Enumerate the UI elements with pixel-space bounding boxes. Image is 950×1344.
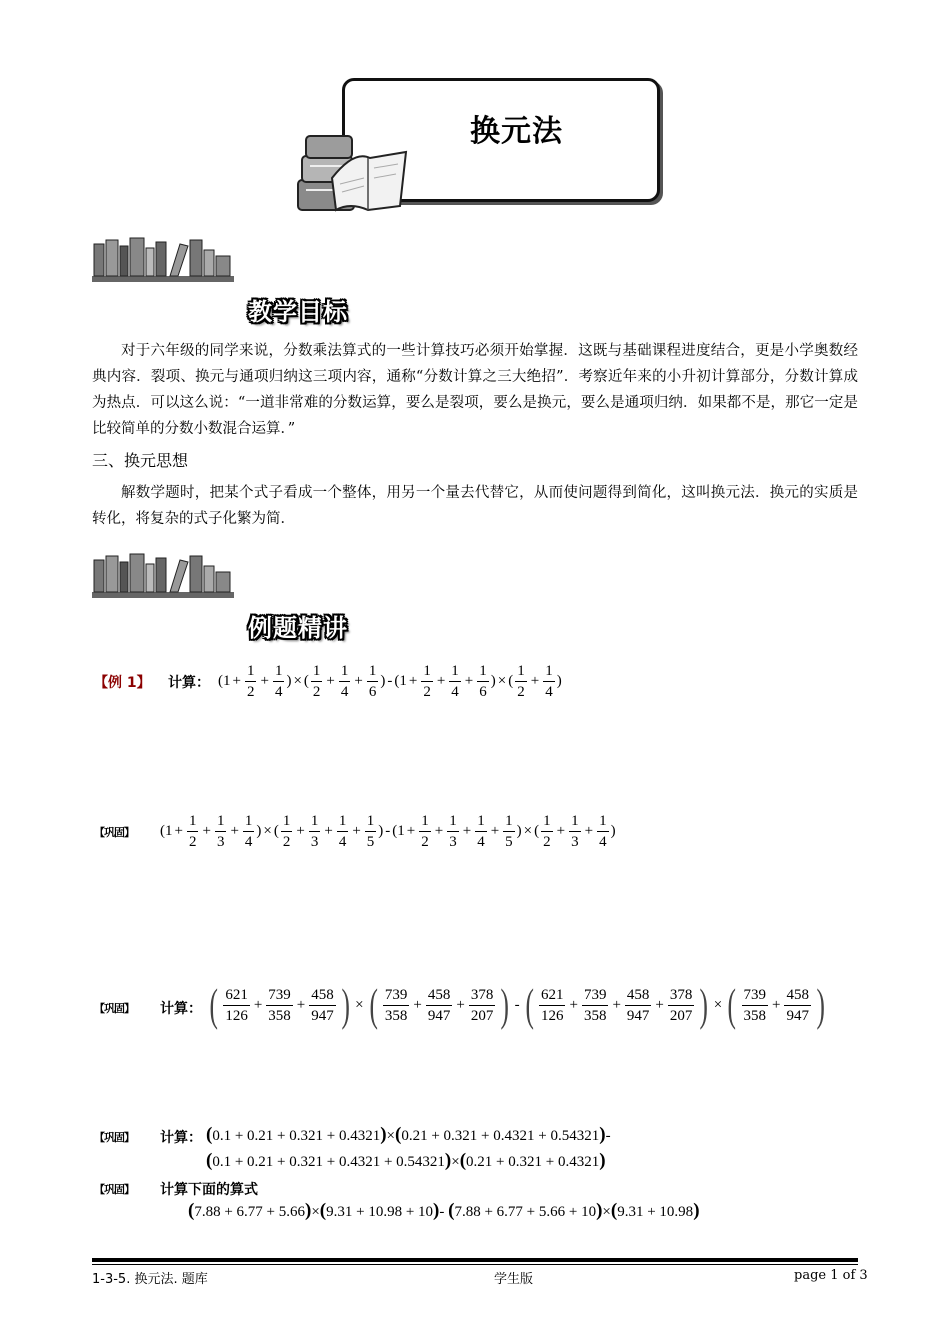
practice1-expression: ( 1 + $\frac{1}{2}$ + $\frac{1}{3}$ + $\frac{1}{4}$ ) × ( $\frac{1}{2}$ + $\frac{1}{3}$ + $\frac{1}{4}$ + $\frac{1}{5}$ ) - ( 1 + $\frac{1}{2}$ + $\frac{1}{3}$ + $\frac{1}{4}$ + $\frac{1}{5}$ ) × ( $\frac{1}{2}$ + $\frac{1}{3}$ + $\frac{1}{4}$ ) bbox=[160, 813, 616, 850]
books-illustration bbox=[292, 128, 412, 218]
goals-paragraph: 对于六年级的同学来说，分数乘法算式的一些计算技巧必须开始掌握．这既与基础课程进度结合，更是小学奥数经典内容．裂项、换元与通项归纳这三项内容，通称“分数计算之三大绝招”．考察近年来的小升初计算部分，分数计算成为热点．可以这么说：“一道非常难的分数运算，要么是裂项，要么是换元，要么是通项归纳．如果都不是，那它一定是比较简单的分数小数混合运算．” bbox=[92, 343, 858, 437]
bookshelf-icon bbox=[92, 236, 234, 286]
practice-label: 【巩固】 bbox=[94, 1131, 134, 1144]
footer-rule-thin bbox=[92, 1264, 858, 1265]
footer-center: 学生版 bbox=[494, 1272, 534, 1287]
footer-left: 1-3-5. 换元法. 题库 bbox=[92, 1272, 208, 1287]
method-paragraph: 解数学题时，把某个式子看成一个整体，用另一个量去代替它，从而使问题得到简化，这叫换元法．换元的实质是转化，将复杂的式子化繁为简． bbox=[92, 485, 858, 527]
practice2-prompt: 计算： bbox=[160, 1001, 202, 1017]
practice4-expression: (7.88 + 6.77 + 5.66)×(9.31 + 10.98 + 10)- (7.88 + 6.77 + 5.66 + 10)×(9.31 + 10.98) bbox=[188, 1200, 700, 1221]
practice2-expression: ( $\frac{621}{126}$ + $\frac{739}{358}$ + $\frac{458}{947}$ ) × ( $\frac{739}{358}$ + $\frac{458}{947}$ + $\frac{378}{207}$ ) - ( $\frac{621}{126}$ + $\frac{739}{358}$ + $\frac{458}{947}$ + $\frac{378}{207}$ ) × ( $\frac{739}{358}$ + $\frac{458}{947}$ ) bbox=[209, 979, 825, 1030]
practice-label: 【巩固】 bbox=[94, 1002, 134, 1015]
practice3-line1: (0.1 + 0.21 + 0.321 + 0.4321)×(0.21 + 0.321 + 0.4321 + 0.54321)- bbox=[206, 1124, 611, 1145]
section-title-examples: 例题精讲 bbox=[248, 614, 348, 642]
footer-page-number: page 1 of 3 bbox=[794, 1268, 868, 1283]
example-label: 【例 1】 bbox=[94, 675, 151, 691]
practice-label: 【巩固】 bbox=[94, 826, 134, 839]
practice3-prompt: 计算： bbox=[160, 1130, 202, 1146]
footer-rule bbox=[92, 1258, 858, 1262]
example-prompt: 计算： bbox=[168, 675, 210, 691]
practice3-line2: (0.1 + 0.21 + 0.321 + 0.4321 + 0.54321)×(0.21 + 0.321 + 0.4321) bbox=[206, 1150, 606, 1171]
bookshelf-icon bbox=[92, 552, 234, 602]
example1-expression: ( 1 + $\frac{1}{2}$ + $\frac{1}{4}$ ) × ( $\frac{1}{2}$ + $\frac{1}{4}$ + $\frac{1}{6}$ ) - ( 1 + $\frac{1}{2}$ + $\frac{1}{4}$ + $\frac{1}{6}$ ) × ( $\frac{1}{2}$ + $\frac{1}{4}$ ) bbox=[218, 663, 562, 700]
section-title-goals: 教学目标 bbox=[248, 298, 348, 326]
practice4-prompt: 计算下面的算式 bbox=[160, 1182, 258, 1198]
page-title: 换元法 bbox=[470, 114, 563, 149]
method-heading: 三、换元思想 bbox=[92, 451, 189, 470]
practice-label: 【巩固】 bbox=[94, 1183, 134, 1196]
